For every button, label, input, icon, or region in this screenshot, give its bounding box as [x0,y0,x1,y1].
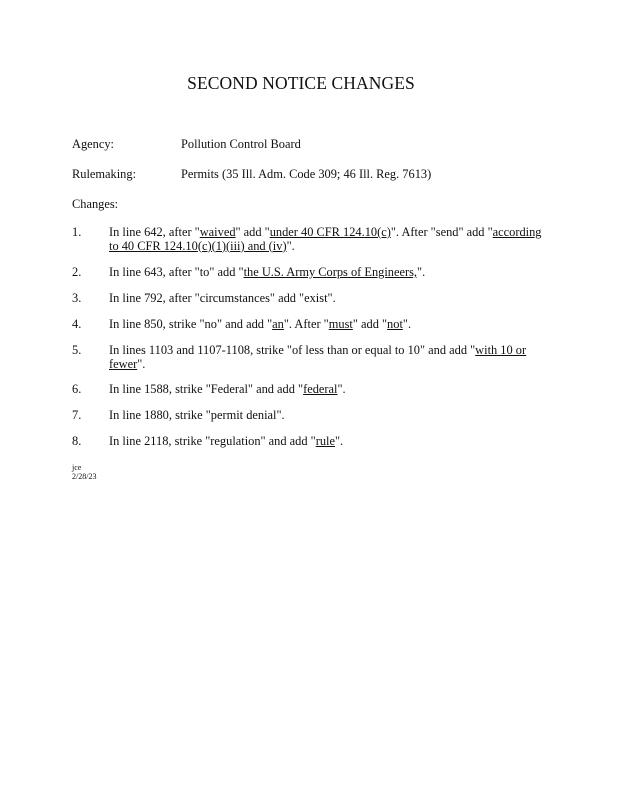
change-text: In line 2118, strike "regulation" and add " [109,434,316,448]
change-item [72,318,562,332]
change-text: In line 1588, strike "Federal" and add " [109,382,304,396]
change-item-text [109,292,549,306]
inserted-text: not [387,317,403,331]
change-text: ". After " [283,317,329,331]
author-stamp [72,463,96,481]
change-item [72,409,562,423]
change-item-number: 8. [72,434,82,448]
change-text: In lines 1103 and 1107-1108, strike "of less than or equal to 10" and add " [109,343,476,357]
change-item-text [109,318,549,332]
inserted-text: according to 40 CFR 124.10(c)(1)(iii) and (iv) [109,225,542,253]
change-item-text [109,226,549,253]
change-text: ". [337,382,346,396]
change-text: In line 792, after "circumstances" add "exist". [109,291,336,305]
inserted-text: waived [199,225,236,239]
change-item-text [109,344,549,371]
inserted-text: the U.S. Army Corps of Engineers, [243,265,418,279]
change-item-number: 7. [72,408,82,422]
stamp-date: 2/28/23 [72,472,97,481]
change-text: ". [417,265,426,279]
change-text: " add " [235,225,270,239]
change-item [72,383,562,397]
change-item-text [109,383,549,397]
change-item-text [109,266,549,280]
agency-value: Pollution Control Board [181,137,301,151]
rulemaking-label: Rulemaking: [72,167,137,181]
change-text: In line 1880, strike "permit denial". [109,408,285,422]
change-item [72,344,562,371]
change-text: In line 642, after " [109,225,200,239]
inserted-text: an [272,317,284,331]
change-item [72,435,562,449]
change-item-number: 6. [72,382,82,396]
inserted-text: must [328,317,353,331]
change-text: ". After "send" add " [390,225,493,239]
change-item [72,292,562,306]
author-initials: jce [72,463,82,472]
change-text: ". [137,356,146,371]
inserted-text: rule [315,434,335,448]
change-item-number: 1. [72,225,82,239]
change-text: In line 850, strike "no" and add " [109,317,273,331]
inserted-text: with 10 or fewer [109,343,527,371]
change-item [72,266,562,280]
inserted-text: under 40 CFR 124.10(c) [269,225,391,239]
change-item [72,226,562,253]
change-text: ". [402,317,412,331]
rulemaking-value: Permits (35 Ill. Adm. Code 309; 46 Ill. Reg. 7613) [181,167,432,181]
change-text: ". [286,238,295,253]
page-title: SECOND NOTICE CHANGES [187,73,415,93]
inserted-text: federal [303,382,338,396]
change-item-text [109,409,549,423]
change-item-number: 3. [72,291,82,305]
change-item-number: 2. [72,265,82,279]
change-item-text [109,435,549,449]
change-item-number: 5. [72,343,82,357]
change-text: " add " [352,317,388,331]
change-text: ". [335,434,344,448]
change-text: In line 643, after "to" add " [109,265,244,279]
changes-label: Changes: [72,197,119,211]
agency-label: Agency: [72,137,114,151]
change-item-number: 4. [72,317,82,331]
